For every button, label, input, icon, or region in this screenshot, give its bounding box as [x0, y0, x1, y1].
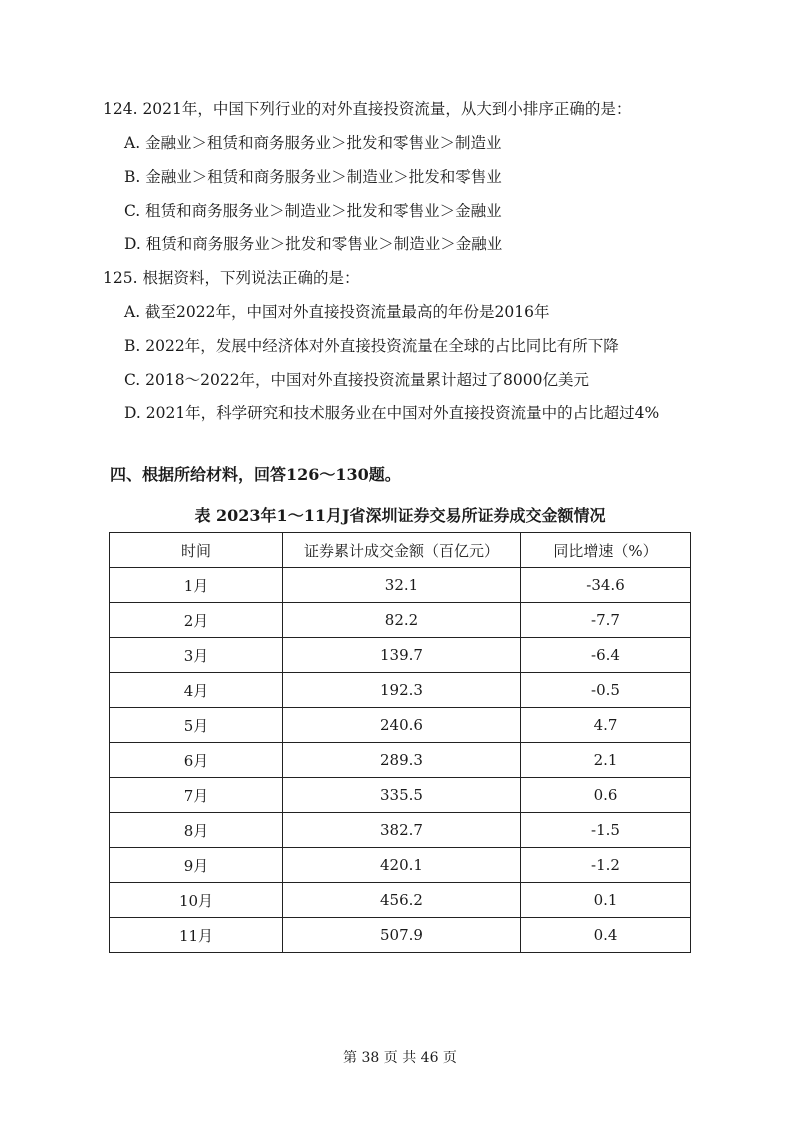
cell-yoy-growth: 0.4: [521, 918, 691, 953]
cell-cumulative-amount: 335.5: [283, 778, 521, 813]
cell-yoy-growth: -34.6: [521, 568, 691, 603]
table-row: [110, 638, 691, 673]
cell-month: 11月: [110, 918, 283, 953]
cell-month: 6月: [110, 743, 283, 778]
question-124-option-c: C. 租赁和商务服务业＞制造业＞批发和零售业＞金融业: [124, 202, 502, 220]
cell-cumulative-amount: 82.2: [283, 603, 521, 638]
header-cumulative-amount: 证券累计成交金额（百亿元）: [283, 533, 521, 568]
table-title: 表 2023年1～11月J省深圳证券交易所证券成交金额情况: [194, 506, 606, 525]
cell-yoy-growth: -0.5: [521, 673, 691, 708]
question-125-option-a: A. 截至2022年，中国对外直接投资流量最高的年份是2016年: [124, 303, 550, 321]
header-yoy-growth: 同比增速（%）: [521, 533, 691, 568]
cell-month: 3月: [110, 638, 283, 673]
table-row: [110, 708, 691, 743]
table-row: [110, 918, 691, 953]
table-row: [110, 568, 691, 603]
cell-month: 9月: [110, 848, 283, 883]
question-125-stem: 125. 根据资料，下列说法正确的是：: [103, 269, 360, 287]
cell-month: 8月: [110, 813, 283, 848]
table-row: [110, 673, 691, 708]
data-table: [109, 532, 691, 953]
cell-yoy-growth: -6.4: [521, 638, 691, 673]
cell-month: 2月: [110, 603, 283, 638]
cell-cumulative-amount: 192.3: [283, 673, 521, 708]
question-124-option-a: A. 金融业＞租赁和商务服务业＞批发和零售业＞制造业: [124, 134, 502, 152]
question-124-stem: 124. 2021年，中国下列行业的对外直接投资流量，从大到小排序正确的是：: [103, 100, 632, 118]
section-heading: 四、根据所给材料，回答126～130题。: [110, 465, 401, 484]
table-row: [110, 778, 691, 813]
header-time: 时间: [110, 533, 283, 568]
cell-month: 1月: [110, 568, 283, 603]
table-row: [110, 813, 691, 848]
cell-cumulative-amount: 456.2: [283, 883, 521, 918]
table-row: [110, 848, 691, 883]
cell-cumulative-amount: 289.3: [283, 743, 521, 778]
question-125-option-d: D. 2021年，科学研究和技术服务业在中国对外直接投资流量中的占比超过4%: [124, 404, 660, 422]
cell-month: 5月: [110, 708, 283, 743]
question-124-option-b: B. 金融业＞租赁和商务服务业＞制造业＞批发和零售业: [124, 168, 502, 186]
table-row: [110, 603, 691, 638]
cell-cumulative-amount: 240.6: [283, 708, 521, 743]
cell-yoy-growth: -7.7: [521, 603, 691, 638]
cell-month: 10月: [110, 883, 283, 918]
cell-yoy-growth: 0.6: [521, 778, 691, 813]
table-row: [110, 743, 691, 778]
cell-cumulative-amount: 139.7: [283, 638, 521, 673]
page-footer: 第 38 页 共 46 页: [343, 1050, 457, 1066]
cell-yoy-growth: -1.2: [521, 848, 691, 883]
cell-yoy-growth: 0.1: [521, 883, 691, 918]
question-125-option-b: B. 2022年，发展中经济体对外直接投资流量在全球的占比同比有所下降: [124, 337, 619, 355]
cell-cumulative-amount: 507.9: [283, 918, 521, 953]
table-header-row: [110, 533, 691, 568]
cell-cumulative-amount: 382.7: [283, 813, 521, 848]
cell-month: 4月: [110, 673, 283, 708]
cell-yoy-growth: 4.7: [521, 708, 691, 743]
table-row: [110, 883, 691, 918]
cell-month: 7月: [110, 778, 283, 813]
question-124-option-d: D. 租赁和商务服务业＞批发和零售业＞制造业＞金融业: [124, 235, 503, 253]
cell-yoy-growth: -1.5: [521, 813, 691, 848]
cell-cumulative-amount: 420.1: [283, 848, 521, 883]
cell-cumulative-amount: 32.1: [283, 568, 521, 603]
cell-yoy-growth: 2.1: [521, 743, 691, 778]
question-125-option-c: C. 2018～2022年，中国对外直接投资流量累计超过了8000亿美元: [124, 371, 590, 389]
